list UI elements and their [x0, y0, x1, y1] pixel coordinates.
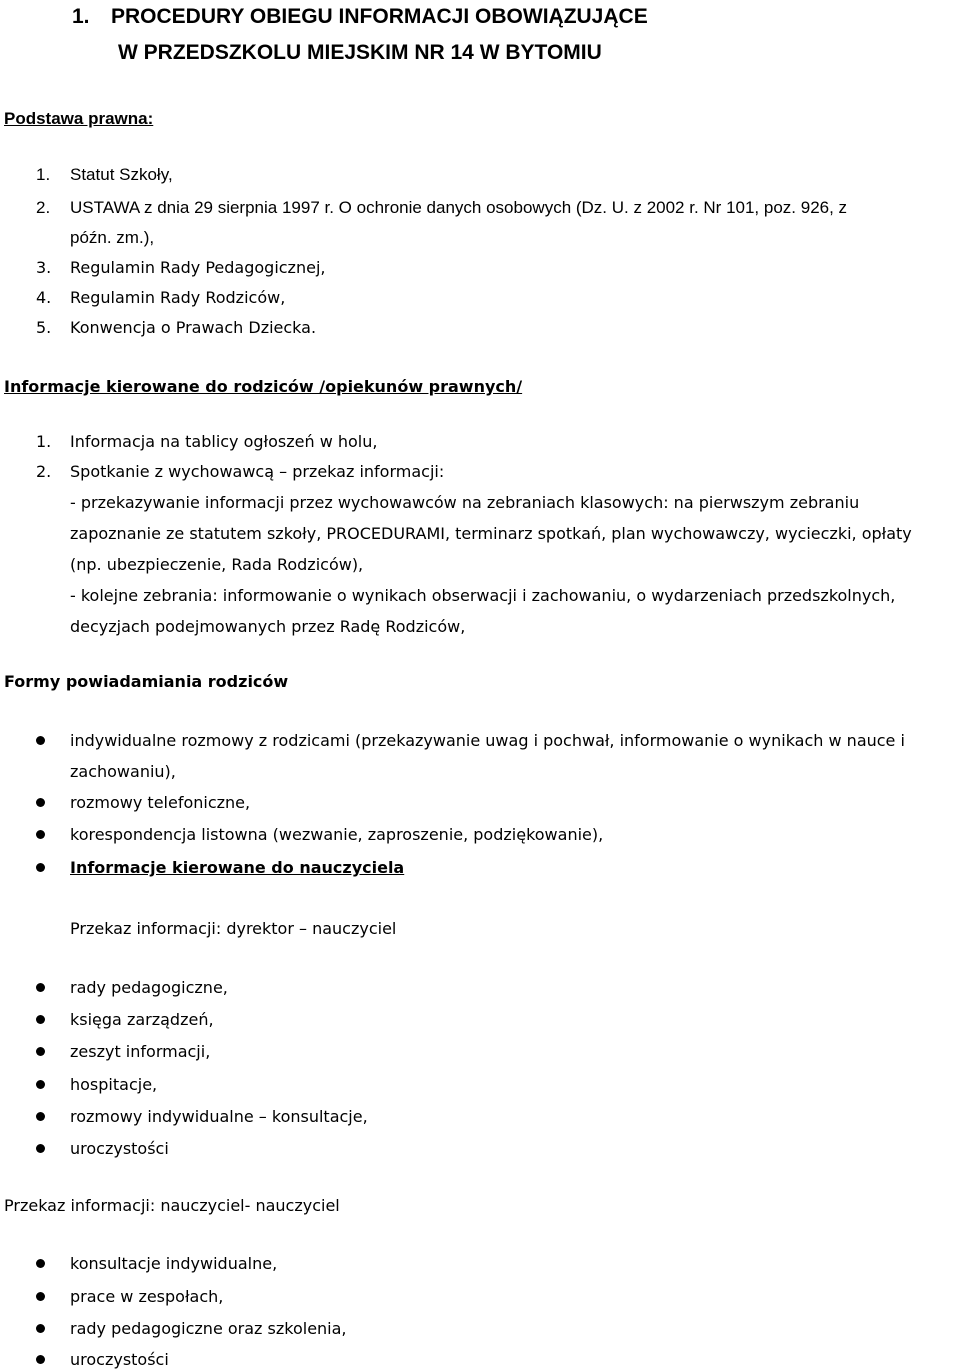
parents-info-heading: Informacje kierowane do rodziców /opiekunów prawnych/ [4, 377, 523, 396]
director-teacher-item: hospitacje, [70, 1075, 158, 1094]
legal-basis-item-number: 5. [36, 318, 52, 337]
parents-info-item-number: 1. [36, 432, 52, 451]
notification-form-item: indywidualne rozmowy z rodzicami (przekazywanie uwag i pochwał, informowanie o wynikach w nauce i [70, 731, 905, 750]
parents-info-item-continuation: decyzjach podejmowanych przez Radę Rodziców, [70, 617, 466, 636]
parents-info-item-number: 2. [36, 462, 52, 481]
teacher-teacher-item: konsultacje indywidualne, [70, 1254, 278, 1273]
legal-basis-item-continuation: późn. zm.), [70, 228, 155, 247]
legal-basis-item-number: 4. [36, 288, 52, 307]
notification-forms-heading: Formy powiadamiania rodziców [4, 672, 289, 691]
page-title-line-1: PROCEDURY OBIEGU INFORMACJI OBOWIĄZUJĄCE [111, 5, 648, 28]
legal-basis-item: Konwencja o Prawach Dziecka. [70, 318, 317, 337]
legal-basis-item: Regulamin Rady Pedagogicznej, [70, 258, 326, 277]
bullet-icon [36, 863, 45, 872]
director-teacher-item: rozmowy indywidualne – konsultacje, [70, 1107, 368, 1126]
notification-form-item: rozmowy telefoniczne, [70, 793, 251, 812]
director-teacher-item: zeszyt informacji, [70, 1042, 211, 1061]
parents-info-item: Spotkanie z wychowawcą – przekaz informacji: [70, 462, 445, 481]
teacher-info-heading: Informacje kierowane do nauczyciela [70, 858, 405, 877]
legal-basis-item: USTAWA z dnia 29 sierpnia 1997 r. O ochronie danych osobowych (Dz. U. z 2002 r. Nr 101, poz. 926, z [70, 198, 848, 217]
bullet-icon [36, 983, 45, 992]
director-teacher-item: rady pedagogiczne, [70, 978, 228, 997]
legal-basis-item-number: 2. [36, 198, 51, 217]
parents-info-item-continuation: - kolejne zebrania: informowanie o wynikach obserwacji i zachowaniu, o wydarzeniach przedszkolnych, [70, 586, 896, 605]
bullet-icon [36, 1355, 45, 1364]
legal-basis-heading: Podstawa prawna: [4, 109, 154, 128]
bullet-icon [36, 736, 45, 745]
parents-info-item-continuation: (np. ubezpieczenie, Rada Rodziców), [70, 555, 364, 574]
page-title-line-2: W PRZEDSZKOLU MIEJSKIM NR 14 W BYTOMIU [118, 41, 602, 64]
bullet-icon [36, 1015, 45, 1024]
teacher-teacher-item: rady pedagogiczne oraz szkolenia, [70, 1319, 347, 1338]
legal-basis-item: Regulamin Rady Rodziców, [70, 288, 286, 307]
teacher-teacher-item: prace w zespołach, [70, 1287, 224, 1306]
legal-basis-item: Statut Szkoły, [70, 165, 173, 184]
parents-info-item: Informacja na tablicy ogłoszeń w holu, [70, 432, 378, 451]
bullet-icon [36, 1144, 45, 1153]
bullet-icon [36, 1259, 45, 1268]
director-teacher-item: uroczystości [70, 1139, 169, 1158]
teacher-teacher-item: uroczystości [70, 1350, 169, 1369]
legal-basis-item-number: 1. [36, 165, 51, 184]
bullet-icon [36, 1080, 45, 1089]
bullet-icon [36, 1292, 45, 1301]
parents-info-item-continuation: zapoznanie ze statutem szkoły, PROCEDURAMI, terminarz spotkań, plan wychowawczy, wycieczki, opłaty [70, 524, 912, 543]
director-teacher-heading: Przekaz informacji: dyrektor – nauczyciel [70, 919, 397, 938]
bullet-icon [36, 1324, 45, 1333]
bullet-icon [36, 1047, 45, 1056]
parents-info-item-continuation: - przekazywanie informacji przez wychowawców na zebraniach klasowych: na pierwszym zebraniu [70, 493, 860, 512]
notification-form-item-continuation: zachowaniu), [70, 762, 176, 781]
bullet-icon [36, 1112, 45, 1121]
notification-form-item: korespondencja listowna (wezwanie, zaproszenie, podziękowanie), [70, 825, 604, 844]
title-number: 1. [72, 5, 90, 28]
legal-basis-item-number: 3. [36, 258, 52, 277]
bullet-icon [36, 798, 45, 807]
bullet-icon [36, 830, 45, 839]
teacher-teacher-heading: Przekaz informacji: nauczyciel- nauczyciel [4, 1196, 340, 1215]
director-teacher-item: księga zarządzeń, [70, 1010, 214, 1029]
